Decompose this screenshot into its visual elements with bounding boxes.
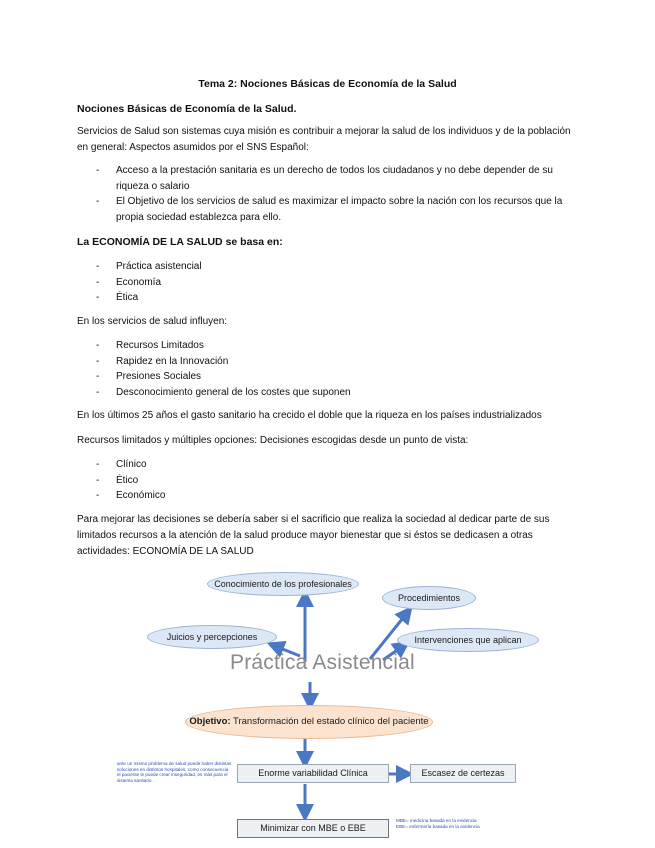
list-item: - Económico bbox=[96, 488, 586, 504]
list-item: - Práctica asistencial bbox=[96, 259, 586, 275]
influyen-heading: En los servicios de salud influyen: bbox=[77, 316, 228, 327]
list-item: - Recursos Limitados bbox=[96, 338, 586, 354]
intervenciones-node: Intervenciones que aplican bbox=[397, 628, 539, 652]
bullet-dash: - bbox=[96, 490, 100, 501]
economia-heading: La ECONOMÍA DE LA SALUD se basa en: bbox=[77, 236, 283, 248]
objetivo-node: Objetivo: Transformación del estado clínico del paciente bbox=[185, 705, 433, 739]
list-item: - Clínico bbox=[96, 457, 586, 473]
intro-paragraph: Servicios de Salud son sistemas cuya misión es contribuir a mejorar la salud de los individuos y de la población en general: Aspectos asumidos por el SNS Español: bbox=[77, 126, 571, 153]
list-item: - Economía bbox=[96, 275, 586, 291]
list-item: - Desconocimiento general de los costes que suponen bbox=[96, 385, 586, 401]
bullet-dash: - bbox=[96, 196, 100, 207]
mbe-ebe-note: MBE= medicina basada en la evidencia EBE= enfermería basada en la evidencia bbox=[396, 818, 480, 829]
bullet-dash: - bbox=[96, 355, 100, 367]
list-item: - Ético bbox=[96, 473, 586, 489]
bullet-dash: - bbox=[96, 292, 100, 303]
bullet-dash: - bbox=[96, 371, 100, 382]
list-item: - Acceso a la prestación sanitaria es un derecho de todos los ciudadanos y no debe depender de su riqueza o salario bbox=[96, 165, 553, 192]
bullet-dash: - bbox=[96, 340, 100, 351]
recursos-paragraph: Recursos limitados y múltiples opciones: Decisiones escogidas desde un punto de vista: bbox=[77, 435, 469, 446]
juicios-node: Juicios y percepciones bbox=[147, 625, 277, 649]
conocimiento-node: Conocimiento de los profesionales bbox=[207, 572, 359, 596]
escasez-node: Escasez de certezas bbox=[410, 764, 516, 783]
closing-paragraph: Para mejorar las decisiones se debería saber si el sacrificio que realiza la sociedad al dedicar parte de sus limitados recursos a la atención de la salud produce mayor bienestar que si éstos se dedicasen a otras actividades: ECONOMÍA DE LA SALUD bbox=[77, 514, 550, 557]
puntos-vista-list bbox=[96, 457, 586, 504]
section-heading: Nociones Básicas de Economía de la Salud. bbox=[77, 103, 297, 115]
gasto-paragraph: En los últimos 25 años el gasto sanitario ha crecido el doble que la riqueza en los países industrializados bbox=[77, 410, 542, 421]
bullet-dash: - bbox=[96, 165, 100, 176]
variabilidad-note: ante un mismo problema de salud puede haber distintas soluciones en distintos hospitales, como consecuencia el paciente le puede crear inseguridad, es más para el sistema sanitario. bbox=[117, 761, 232, 783]
procedimientos-node: Procedimientos bbox=[382, 586, 476, 610]
list-item: - Presiones Sociales bbox=[96, 369, 586, 385]
document-title: Tema 2: Nociones Básicas de Economía de la Salud bbox=[198, 78, 457, 90]
bullet-dash: - bbox=[96, 474, 100, 486]
bullet-dash: - bbox=[96, 276, 100, 288]
influyen-list bbox=[96, 338, 586, 400]
practica-asistencial-label: Práctica Asistencial bbox=[230, 651, 415, 674]
list-item: - El Objetivo de los servicios de salud es maximizar el impacto sobre la nación con los recursos que la propia sociedad establezca para ello. bbox=[96, 196, 563, 223]
bullet-dash: - bbox=[96, 386, 100, 398]
list-item: - Ética bbox=[96, 290, 586, 306]
sns-aspects-list bbox=[96, 163, 586, 225]
practica-asistencial-diagram bbox=[115, 566, 555, 846]
variabilidad-node: Enorme variabilidad Clínica bbox=[237, 764, 389, 783]
minimizar-node: Minimizar con MBE o EBE bbox=[237, 819, 389, 838]
bullet-dash: - bbox=[96, 459, 100, 470]
list-item: - Rapidez en la Innovación bbox=[96, 354, 586, 370]
bullet-dash: - bbox=[96, 261, 100, 272]
economia-bases-list bbox=[96, 259, 586, 306]
